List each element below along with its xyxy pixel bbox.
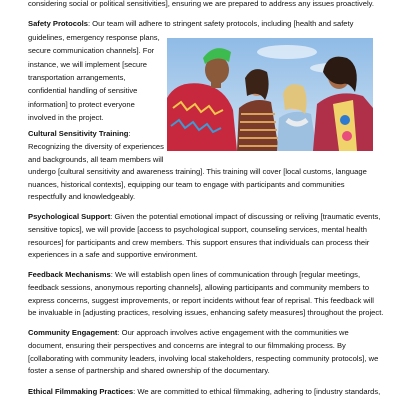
paragraph-text: :	[128, 129, 131, 138]
paragraph-line: sensitive topics], we will provide [access to psychological support, counseling services, mental health	[28, 225, 367, 234]
paragraph-line	[28, 210, 380, 223]
section-heading-psychological: Psychological Support	[28, 212, 111, 221]
paragraph-line	[28, 385, 380, 398]
section-heading-cultural: Cultural Sensitivity Training	[28, 129, 129, 138]
paragraph-text: : Our approach involves active engagement with the communities we	[117, 328, 349, 337]
paragraph-line: transportation arrangements,	[28, 73, 126, 82]
section-heading-community: Community Engagement	[28, 328, 118, 337]
paragraph-text: : Given the potential emotional impact of discussing or reliving [traumatic events,	[110, 212, 381, 221]
paragraph-line: nuances, historical contexts], equipping our team to engage with participants and communities	[28, 180, 345, 189]
paragraph-line: and backgrounds, all team members will	[28, 155, 164, 164]
paragraph-line	[28, 326, 349, 339]
paragraph-line: guidelines, emergency response plans,	[28, 33, 160, 42]
paragraph-line: involved in the project.	[28, 113, 104, 122]
section-heading-ethical: Ethical Filmmaking Practices	[28, 387, 134, 396]
group-photo	[167, 38, 373, 151]
paragraph-line: information] to protect everyone	[28, 100, 135, 109]
paragraph-line: Recognizing the diversity of experiences	[28, 142, 164, 151]
paragraph-line: considering social or political sensitivities], ensuring we are prepared to address any issues proactively.	[28, 0, 374, 8]
paragraph-line	[28, 268, 360, 281]
paragraph-line: resources] for participants and crew members. This support ensures that individuals can process their	[28, 238, 370, 247]
paragraph-line: instance, we will implement [secure	[28, 60, 148, 69]
paragraph-line: express concerns, suggest improvements, or report incidents without fear of reprisal. This feedback will	[28, 296, 374, 305]
section-heading-feedback: Feedback Mechanisms	[28, 270, 111, 279]
paragraph-line: document, ensuring their perspectives and concerns are integral to our filmmaking process. By	[28, 341, 346, 350]
paragraph-line: respectfully and knowledgeably.	[28, 192, 136, 201]
section-heading-safety: Safety Protocols	[28, 19, 88, 28]
paragraph-text: : We are committed to ethical filmmaking, adhering to [industry standards,	[133, 387, 381, 396]
paragraph-line	[28, 17, 353, 30]
paragraph-text: : Our team will adhere to stringent safety protocols, including [health and safety	[87, 19, 354, 28]
paragraph-line: secure communication channels]. For	[28, 46, 155, 55]
paragraph-line: be invaluable in [adjusting practices, resolving issues, enhancing safety measures] throughout the project.	[28, 308, 384, 317]
paragraph-line: feedback sessions, anonymous reporting channels], allowing participants and community members to	[28, 283, 370, 292]
group-photo-illustration	[167, 38, 373, 151]
paragraph-line: experiences in a safe and supportive environment.	[28, 250, 198, 259]
paragraph-line: confidential handling of sensitive	[28, 86, 138, 95]
paragraph-line: [collaborating with community leaders, involving local stakeholders, respecting community protocols], we	[28, 354, 379, 363]
paragraph-line: undergo [cultural sensitivity and awareness training]. This training will cover [local customs, language	[28, 167, 367, 176]
paragraph-line: foster a sense of partnership and shared ownership of the documentary.	[28, 366, 270, 375]
paragraph-line	[28, 127, 131, 140]
paragraph-text: : We will establish open lines of communication through [regular meetings,	[110, 270, 361, 279]
